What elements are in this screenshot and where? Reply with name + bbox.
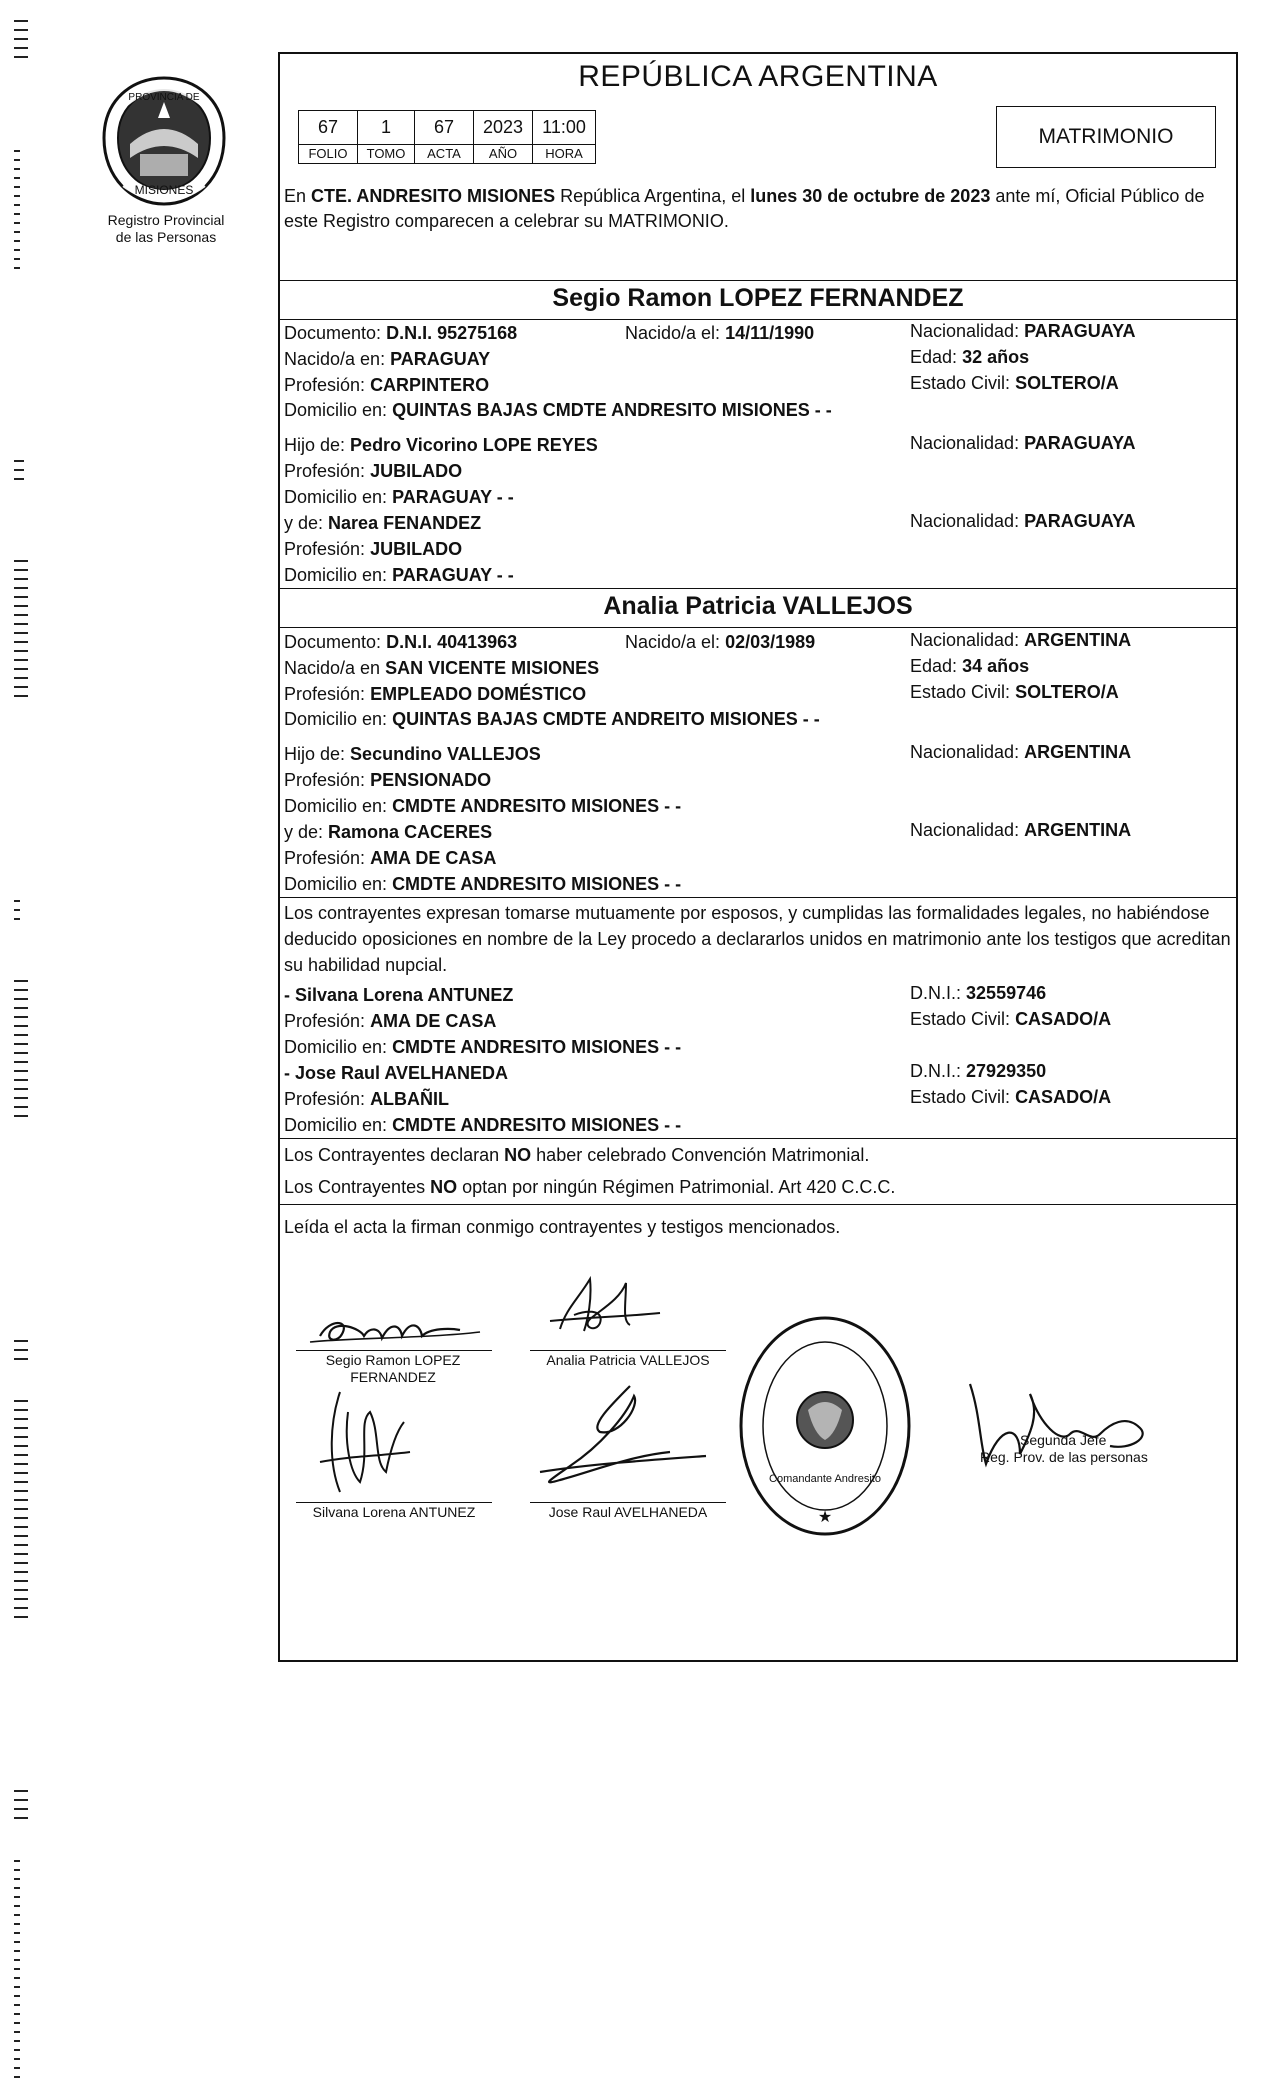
spouse2-profession: Profesión: EMPLEADO DOMÉSTICO: [284, 684, 587, 704]
spouse1-mother: y de: Narea FENANDEZ: [284, 513, 482, 533]
spouse1-birthdate: Nacido/a el: 14/11/1990: [625, 323, 815, 343]
record-cell-acta: 67 ACTA: [414, 110, 474, 164]
spouse1-mother-address: Domicilio en: PARAGUAY - -: [284, 565, 514, 585]
spouse2-documento: Documento: D.N.I. 40413963: [284, 632, 518, 652]
official-stamp-text: Segunda Jefe Reg. Prov. de las personas: [980, 1432, 1148, 1465]
spouse1-nationality: Nacionalidad: PARAGUAYA: [910, 321, 1136, 341]
binding-marks: [14, 0, 30, 2085]
certificate-frame: [278, 52, 1238, 1662]
regimen-statement: Los Contrayentes NO optan por ningún Régimen Patrimonial. Art 420 C.C.C.: [284, 1177, 896, 1197]
signature-witness2: [530, 1376, 710, 1506]
spouse1-father-profession: Profesión: JUBILADO: [284, 461, 463, 481]
record-cell-hora: 11:00 HORA: [532, 110, 596, 164]
signature-caption-spouse1: Segio Ramon LOPEZ FERNANDEZ: [325, 1352, 461, 1385]
spouse1-name: Segio Ramon LOPEZ FERNANDEZ: [552, 284, 964, 312]
spouse2-age: Edad: 34 años: [910, 656, 1030, 676]
witness1-name: - Silvana Lorena ANTUNEZ: [284, 985, 514, 1005]
divider: [280, 280, 1236, 281]
spouse2-mother-address: Domicilio en: CMDTE ANDRESITO MISIONES - -: [284, 874, 682, 894]
witness1-dni: D.N.I.: 32559746: [910, 983, 1047, 1003]
spouse2-civil-status: Estado Civil: SOLTERO/A: [910, 682, 1119, 702]
stamp-inner-text: Comandante Andresito: [769, 1473, 881, 1485]
witness1-address: Domicilio en: CMDTE ANDRESITO MISIONES - -: [284, 1037, 682, 1057]
spouse2-father-nationality: Nacionalidad: ARGENTINA: [910, 742, 1132, 762]
spouse1-age: Edad: 32 años: [910, 347, 1030, 367]
spouse2-father-address: Domicilio en: CMDTE ANDRESITO MISIONES - -: [284, 796, 682, 816]
signature-line: [296, 1350, 492, 1351]
seal-top-text: PROVINCIA DE: [128, 92, 200, 103]
witness2-dni: D.N.I.: 27929350: [910, 1061, 1047, 1081]
signing-statement: Leída el acta la firman conmigo contrayentes y testigos mencionados.: [284, 1217, 841, 1237]
witness2-address: Domicilio en: CMDTE ANDRESITO MISIONES - -: [284, 1115, 682, 1135]
convencion-statement: Los Contrayentes declaran NO haber celebrado Convención Matrimonial.: [284, 1145, 870, 1165]
document-type-box: MATRIMONIO: [996, 106, 1216, 168]
witness1-civil-status: Estado Civil: CASADO/A: [910, 1009, 1112, 1029]
signature-caption-witness1: Silvana Lorena ANTUNEZ: [312, 1504, 476, 1520]
spouse2-mother-profession: Profesión: AMA DE CASA: [284, 848, 497, 868]
divider: [280, 1204, 1236, 1205]
spouse1-documento: Documento: D.N.I. 95275168: [284, 323, 518, 343]
spouse1-birthplace: Nacido/a en: PARAGUAY: [284, 349, 491, 369]
spouse2-father: Hijo de: Secundino VALLEJOS: [284, 744, 541, 764]
seal-caption: Registro Provincial de las Personas: [107, 212, 225, 245]
spouse2-name: Analia Patricia VALLEJOS: [603, 592, 913, 620]
signature-witness1: [300, 1382, 420, 1502]
record-cell-folio: 67 FOLIO: [298, 110, 358, 164]
signature-line: [530, 1350, 726, 1351]
record-cell-tomo: 1 TOMO: [357, 110, 415, 164]
witness2-profession: Profesión: ALBAÑIL: [284, 1089, 450, 1109]
spouse2-nationality: Nacionalidad: ARGENTINA: [910, 630, 1132, 650]
spouse2-birthdate: Nacido/a el: 02/03/1989: [625, 632, 816, 652]
provincial-seal-icon: [100, 74, 228, 208]
record-cell-ano: 2023 AÑO: [473, 110, 533, 164]
declaration-paragraph: Los contrayentes expresan tomarse mutuamente por esposos, y cumplidas las formalidades legales, no habiéndose deducido oposiciones en nombre de la Ley procedo a declararlos unidos en matrimonio ante los testigos que acreditan su habilidad nupcial.: [284, 903, 1231, 975]
spouse2-mother: y de: Ramona CACERES: [284, 822, 493, 842]
spouse2-birthplace: Nacido/a en SAN VICENTE MISIONES: [284, 658, 600, 678]
spouse2-father-profession: Profesión: PENSIONADO: [284, 770, 492, 790]
spouse1-profession: Profesión: CARPINTERO: [284, 375, 490, 395]
svg-text:★: ★: [817, 1509, 833, 1526]
spouse1-father: Hijo de: Pedro Vicorino LOPE REYES: [284, 435, 598, 455]
record-boxes: [298, 110, 595, 164]
witness2-civil-status: Estado Civil: CASADO/A: [910, 1087, 1112, 1107]
spouse1-address: Domicilio en: QUINTAS BAJAS CMDTE ANDRESITO MISIONES - -: [284, 400, 832, 420]
spouse1-father-address: Domicilio en: PARAGUAY - -: [284, 487, 514, 507]
divider: [280, 588, 1236, 589]
signature-spouse2: [530, 1269, 670, 1349]
spouse2-mother-nationality: Nacionalidad: ARGENTINA: [910, 820, 1132, 840]
seal-bottom-text: MISIONES: [134, 183, 194, 197]
divider: [280, 1138, 1236, 1139]
witness1-profession: Profesión: AMA DE CASA: [284, 1011, 497, 1031]
signature-line: [296, 1502, 492, 1503]
divider: [280, 627, 1236, 628]
spouse1-mother-nationality: Nacionalidad: PARAGUAYA: [910, 511, 1136, 531]
witness2-name: - Jose Raul AVELHANEDA: [284, 1063, 509, 1083]
page-title: REPÚBLICA ARGENTINA: [578, 60, 938, 93]
signature-caption-witness2: Jose Raul AVELHANEDA: [548, 1504, 708, 1520]
signature-line: [530, 1502, 726, 1503]
registry-stamp-icon: [736, 1312, 914, 1540]
signature-caption-spouse2: Analia Patricia VALLEJOS: [546, 1352, 710, 1368]
spouse1-civil-status: Estado Civil: SOLTERO/A: [910, 373, 1119, 393]
intro-paragraph: En CTE. ANDRESITO MISIONES República Argentina, el lunes 30 de octubre de 2023 ante mí, Oficial Público de este Registro comparecen a celebrar su MATRIMONIO.: [284, 186, 1205, 231]
spouse1-father-nationality: Nacionalidad: PARAGUAYA: [910, 433, 1136, 453]
signature-spouse1: [290, 1298, 490, 1358]
divider: [280, 897, 1236, 898]
spouse1-mother-profession: Profesión: JUBILADO: [284, 539, 463, 559]
spouse2-address: Domicilio en: QUINTAS BAJAS CMDTE ANDREITO MISIONES - -: [284, 709, 820, 729]
